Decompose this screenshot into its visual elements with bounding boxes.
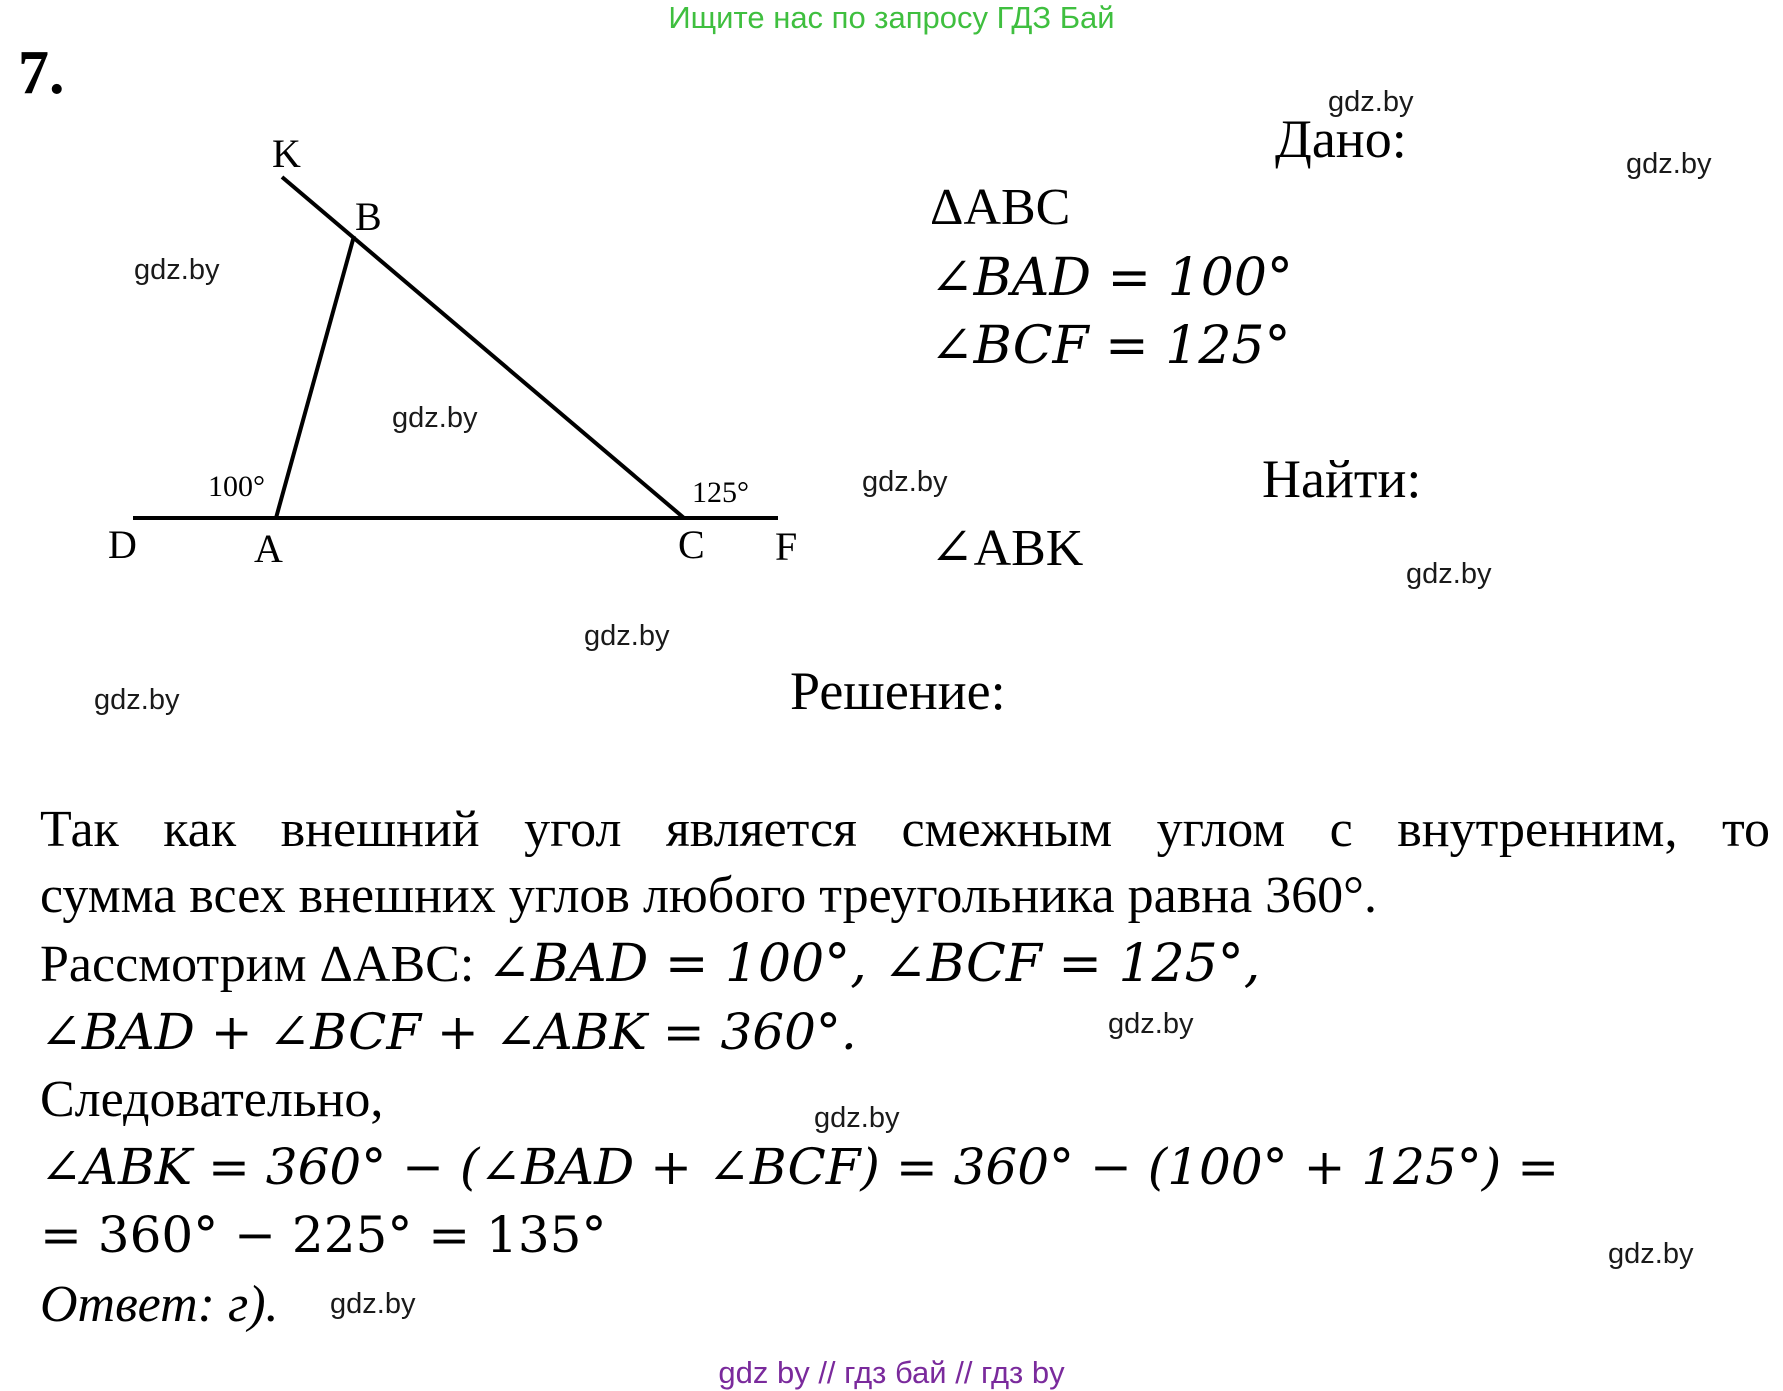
solution-sum-equation: ∠BAD + ∠BCF + ∠ABK = 360°.: [40, 1003, 857, 1061]
find-target: ∠ABK: [930, 520, 1084, 577]
line-k-c: [282, 177, 684, 518]
watermark: gdz.by: [1406, 558, 1492, 590]
watermark: gdz.by: [1328, 86, 1414, 118]
watermark: gdz.by: [330, 1288, 416, 1320]
search-banner: Ищите нас по запросу ГДЗ Бай: [668, 0, 1115, 35]
watermark: gdz.by: [584, 620, 670, 652]
given-angle-bcf: ∠BCF = 125°: [930, 316, 1291, 376]
watermark: gdz.by: [1108, 1008, 1194, 1040]
solution-paragraph-line-2: сумма всех внешних углов любого треугольника равна 360°.: [40, 867, 1377, 924]
watermark: gdz.by: [94, 684, 180, 716]
given-triangle: ΔABC: [930, 179, 1071, 236]
point-a-label: A: [254, 526, 283, 571]
solution-therefore: Следовательно,: [40, 1071, 384, 1128]
watermark: gdz.by: [1626, 148, 1712, 180]
consider-math: ∠BAD = 100°, ∠BCF = 125°,: [487, 934, 1261, 994]
solution-title: Решение:: [790, 661, 1006, 721]
point-f-label: F: [775, 524, 798, 569]
given-title: Дано:: [1275, 109, 1407, 169]
solution-paragraph-line-1: Так как внешний угол является смежным углом с внутренним, то: [40, 801, 1770, 858]
given-angle-bad: ∠BAD = 100°: [930, 248, 1293, 308]
watermark: gdz.by: [134, 254, 220, 286]
solution-result: = 360° − 225° = 135°: [40, 1206, 607, 1264]
task-number: 7.: [18, 39, 65, 107]
point-b-label: B: [355, 194, 382, 239]
line-b-a: [276, 236, 354, 518]
point-c-label: C: [678, 522, 705, 567]
footer-links: gdz by // гдз бай // гдз by: [718, 1355, 1065, 1390]
watermark: gdz.by: [392, 402, 478, 434]
point-d-label: D: [108, 522, 137, 567]
consider-text: Рассмотрим ΔABC:: [40, 936, 488, 993]
find-title: Найти:: [1262, 449, 1422, 509]
solution-abk-equation: ∠ABK = 360° − (∠BAD + ∠BCF) = 360° − (100° + 125°) =: [40, 1138, 1560, 1196]
angle-a-label: 100°: [208, 470, 265, 503]
watermark: gdz.by: [1608, 1238, 1694, 1270]
point-k-label: K: [272, 131, 301, 176]
answer-line: Ответ: г).: [40, 1276, 279, 1333]
solution-consider-line: [40, 934, 1260, 994]
watermark: gdz.by: [814, 1102, 900, 1134]
angle-c-label: 125°: [692, 476, 749, 509]
watermark: gdz.by: [862, 466, 948, 498]
